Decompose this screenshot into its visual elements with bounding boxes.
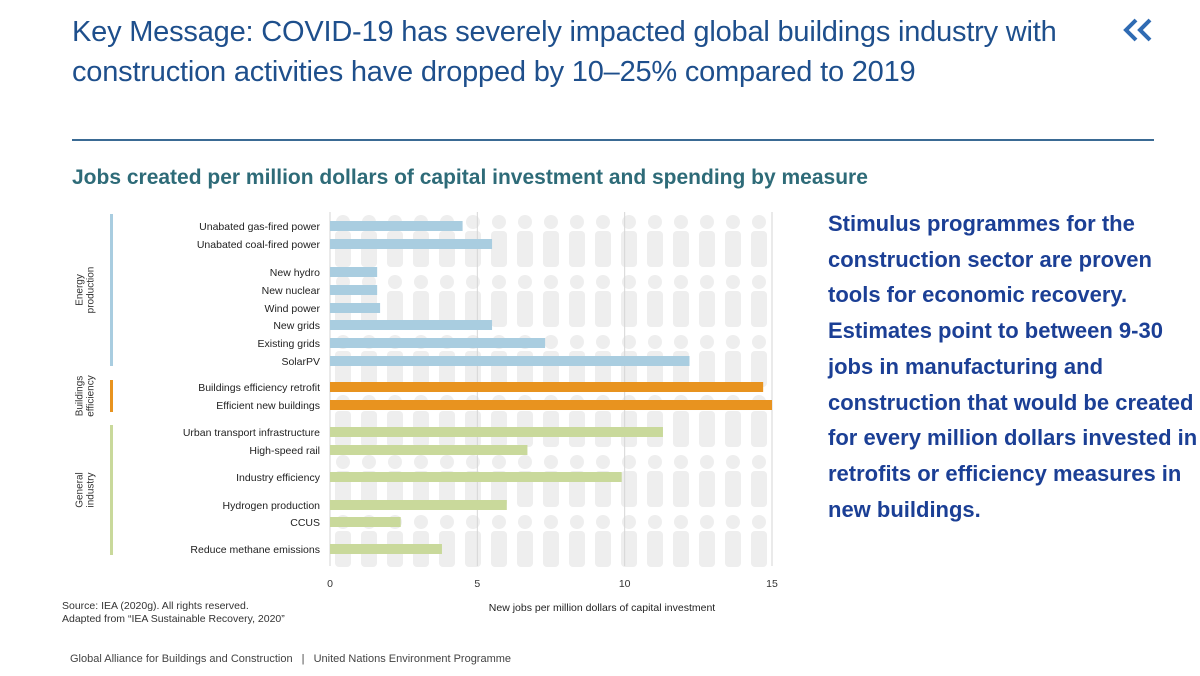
person-silhouette-body bbox=[647, 291, 663, 327]
person-silhouette-head bbox=[544, 335, 558, 349]
person-silhouette-body bbox=[647, 231, 663, 267]
person-silhouette-head bbox=[544, 515, 558, 529]
person-silhouette-body bbox=[491, 291, 507, 327]
person-silhouette-body bbox=[725, 471, 741, 507]
person-silhouette-head bbox=[570, 515, 584, 529]
bar bbox=[330, 239, 492, 249]
person-silhouette-head bbox=[596, 215, 610, 229]
x-tick-label: 5 bbox=[474, 578, 481, 590]
person-silhouette-body bbox=[673, 291, 689, 327]
person-silhouette-head bbox=[674, 215, 688, 229]
bar bbox=[330, 382, 763, 392]
x-tick-label: 15 bbox=[766, 578, 778, 590]
person-silhouette-head bbox=[570, 215, 584, 229]
person-silhouette-body bbox=[569, 291, 585, 327]
person-silhouette-body bbox=[751, 351, 767, 387]
x-tick-label: 0 bbox=[327, 578, 333, 590]
person-silhouette-body bbox=[595, 291, 611, 327]
person-silhouette-head bbox=[388, 275, 402, 289]
group-bracket bbox=[110, 380, 113, 412]
category-label: SolarPV bbox=[281, 356, 320, 368]
person-silhouette-head bbox=[388, 455, 402, 469]
stimulus-callout: Stimulus programmes for the construction sector are proven tools for economic recovery. Estimates point to between 9-30 jobs in manufacturing and construction that would be created for every million dollars invested in retrofits or efficiency measures in new buildings. bbox=[828, 211, 1198, 522]
category-label: New hydro bbox=[269, 267, 320, 279]
person-silhouette-head bbox=[674, 515, 688, 529]
person-silhouette-head bbox=[752, 275, 766, 289]
group-bracket bbox=[110, 425, 113, 555]
person-silhouette-head bbox=[596, 335, 610, 349]
person-silhouette-body bbox=[569, 531, 585, 567]
person-silhouette-head bbox=[648, 515, 662, 529]
person-silhouette-head bbox=[726, 515, 740, 529]
person-silhouette-body bbox=[725, 411, 741, 447]
person-silhouette-head bbox=[700, 275, 714, 289]
person-silhouette-head bbox=[726, 275, 740, 289]
person-silhouette-head bbox=[518, 455, 532, 469]
person-silhouette-body bbox=[491, 231, 507, 267]
person-silhouette-head bbox=[414, 515, 428, 529]
person-silhouette-head bbox=[492, 515, 506, 529]
person-silhouette-body bbox=[621, 531, 637, 567]
person-silhouette-head bbox=[648, 455, 662, 469]
person-silhouette-head bbox=[622, 455, 636, 469]
person-silhouette-body bbox=[699, 411, 715, 447]
double-chevron-left-icon[interactable] bbox=[1118, 12, 1162, 48]
bar bbox=[330, 338, 545, 348]
chart-title: Jobs created per million dollars of capital investment and spending by measure bbox=[72, 166, 868, 189]
bar bbox=[330, 472, 622, 482]
person-silhouette-body bbox=[751, 411, 767, 447]
person-silhouette-head bbox=[700, 515, 714, 529]
category-label: New nuclear bbox=[261, 285, 320, 297]
person-silhouette-body bbox=[569, 231, 585, 267]
bar bbox=[330, 356, 689, 366]
person-silhouette-body bbox=[725, 351, 741, 387]
category-label: Unabated gas-fired power bbox=[199, 221, 320, 233]
person-silhouette-body bbox=[699, 231, 715, 267]
bar bbox=[330, 517, 401, 527]
person-silhouette-head bbox=[492, 275, 506, 289]
bar bbox=[330, 445, 527, 455]
person-silhouette-body bbox=[699, 351, 715, 387]
person-silhouette-head bbox=[700, 215, 714, 229]
person-silhouette-body bbox=[751, 231, 767, 267]
person-silhouette-head bbox=[570, 275, 584, 289]
person-silhouette-head bbox=[648, 215, 662, 229]
group-label: Generalindustry bbox=[74, 472, 97, 508]
category-label: Urban transport infrastructure bbox=[182, 427, 320, 439]
person-silhouette-head bbox=[544, 275, 558, 289]
person-silhouette-head bbox=[362, 455, 376, 469]
category-label: Reduce methane emissions bbox=[190, 544, 320, 556]
person-silhouette-body bbox=[621, 231, 637, 267]
person-silhouette-head bbox=[518, 275, 532, 289]
footer-unep: United Nations Environment Programme bbox=[313, 653, 512, 665]
person-silhouette-body bbox=[751, 291, 767, 327]
person-silhouette-head bbox=[466, 215, 480, 229]
person-silhouette-head bbox=[596, 455, 610, 469]
person-silhouette-head bbox=[440, 275, 454, 289]
person-silhouette-body bbox=[517, 291, 533, 327]
person-silhouette-body bbox=[751, 471, 767, 507]
person-silhouette-body bbox=[673, 531, 689, 567]
person-silhouette-body bbox=[725, 231, 741, 267]
category-label: Hydrogen production bbox=[222, 500, 320, 512]
person-silhouette-head bbox=[570, 335, 584, 349]
person-silhouette-head bbox=[440, 515, 454, 529]
person-silhouette-body bbox=[517, 531, 533, 567]
category-label: Efficient new buildings bbox=[216, 400, 320, 412]
x-tick-label: 10 bbox=[618, 578, 631, 590]
person-silhouette-head bbox=[518, 515, 532, 529]
person-silhouette-head bbox=[466, 275, 480, 289]
person-silhouette-head bbox=[544, 215, 558, 229]
person-silhouette-body bbox=[543, 291, 559, 327]
bar bbox=[330, 221, 463, 231]
person-silhouette-head bbox=[492, 215, 506, 229]
person-silhouette-head bbox=[700, 335, 714, 349]
person-silhouette-head bbox=[596, 515, 610, 529]
bar bbox=[330, 320, 492, 330]
person-silhouette-body bbox=[699, 291, 715, 327]
source-note bbox=[62, 600, 285, 626]
bar bbox=[330, 544, 442, 554]
bar bbox=[330, 303, 380, 313]
person-silhouette-body bbox=[595, 531, 611, 567]
person-silhouette-head bbox=[674, 275, 688, 289]
person-silhouette-body bbox=[751, 531, 767, 567]
person-silhouette-head bbox=[648, 335, 662, 349]
footer-org: Global Alliance for Buildings and Construction bbox=[70, 653, 293, 665]
adapted-line: Adapted from “IEA Sustainable Recovery, 2020” bbox=[62, 613, 285, 625]
person-silhouette-body bbox=[673, 411, 689, 447]
person-silhouette-head bbox=[440, 455, 454, 469]
category-label: Existing grids bbox=[257, 338, 320, 350]
person-silhouette-head bbox=[414, 455, 428, 469]
person-silhouette-head bbox=[622, 515, 636, 529]
person-silhouette-head bbox=[752, 215, 766, 229]
person-silhouette-body bbox=[673, 231, 689, 267]
person-silhouette-head bbox=[648, 275, 662, 289]
person-silhouette-head bbox=[466, 515, 480, 529]
bar bbox=[330, 267, 377, 277]
person-silhouette-head bbox=[752, 455, 766, 469]
person-silhouette-head bbox=[414, 275, 428, 289]
person-silhouette-head bbox=[674, 455, 688, 469]
person-silhouette-head bbox=[752, 515, 766, 529]
bar bbox=[330, 400, 772, 410]
category-label: Unabated coal-fired power bbox=[196, 239, 320, 251]
category-label: CCUS bbox=[290, 517, 320, 529]
person-silhouette-body bbox=[647, 531, 663, 567]
person-silhouette-head bbox=[518, 215, 532, 229]
person-silhouette-head bbox=[726, 455, 740, 469]
person-silhouette-body bbox=[725, 291, 741, 327]
bar bbox=[330, 285, 377, 295]
bar bbox=[330, 427, 663, 437]
person-silhouette-head bbox=[726, 215, 740, 229]
person-silhouette-body bbox=[621, 291, 637, 327]
person-silhouette-head bbox=[622, 275, 636, 289]
person-silhouette-body bbox=[465, 531, 481, 567]
category-label: High-speed rail bbox=[249, 445, 320, 457]
person-silhouette-head bbox=[622, 335, 636, 349]
person-silhouette-body bbox=[543, 231, 559, 267]
slide-title: Key Message: COVID-19 has severely impacted global buildings industry with construction activities have dropped by 10–25% compared to 2019 bbox=[72, 16, 1057, 88]
person-silhouette-head bbox=[752, 335, 766, 349]
group-bracket bbox=[110, 214, 113, 366]
person-silhouette-head bbox=[596, 275, 610, 289]
person-silhouette-head bbox=[336, 455, 350, 469]
person-silhouette-body bbox=[647, 471, 663, 507]
person-silhouette-body bbox=[543, 531, 559, 567]
person-silhouette-head bbox=[466, 455, 480, 469]
person-silhouette-head bbox=[622, 215, 636, 229]
x-axis-label: New jobs per million dollars of capital investment bbox=[488, 602, 716, 614]
category-label: New grids bbox=[273, 320, 320, 332]
footer-separator: | bbox=[301, 653, 305, 665]
person-silhouette-body bbox=[699, 471, 715, 507]
person-silhouette-body bbox=[699, 531, 715, 567]
person-silhouette-body bbox=[621, 471, 637, 507]
person-silhouette-head bbox=[674, 335, 688, 349]
bar bbox=[330, 500, 507, 510]
person-silhouette-head bbox=[544, 455, 558, 469]
person-silhouette-body bbox=[673, 471, 689, 507]
person-silhouette-body bbox=[517, 231, 533, 267]
group-label: Energyproduction bbox=[74, 266, 97, 314]
source-line: Source: IEA (2020g). All rights reserved. bbox=[62, 600, 249, 612]
person-silhouette-body bbox=[595, 231, 611, 267]
person-silhouette-head bbox=[726, 335, 740, 349]
footer bbox=[70, 653, 511, 665]
category-label: Wind power bbox=[264, 303, 320, 315]
person-silhouette-body bbox=[491, 531, 507, 567]
category-label: Industry efficiency bbox=[236, 472, 320, 484]
person-silhouette-head bbox=[570, 455, 584, 469]
group-label: Buildingsefficiency bbox=[74, 375, 97, 417]
person-silhouette-body bbox=[725, 531, 741, 567]
person-silhouette-head bbox=[492, 455, 506, 469]
person-silhouette-head bbox=[700, 455, 714, 469]
category-label: Buildings efficiency retrofit bbox=[198, 382, 320, 394]
